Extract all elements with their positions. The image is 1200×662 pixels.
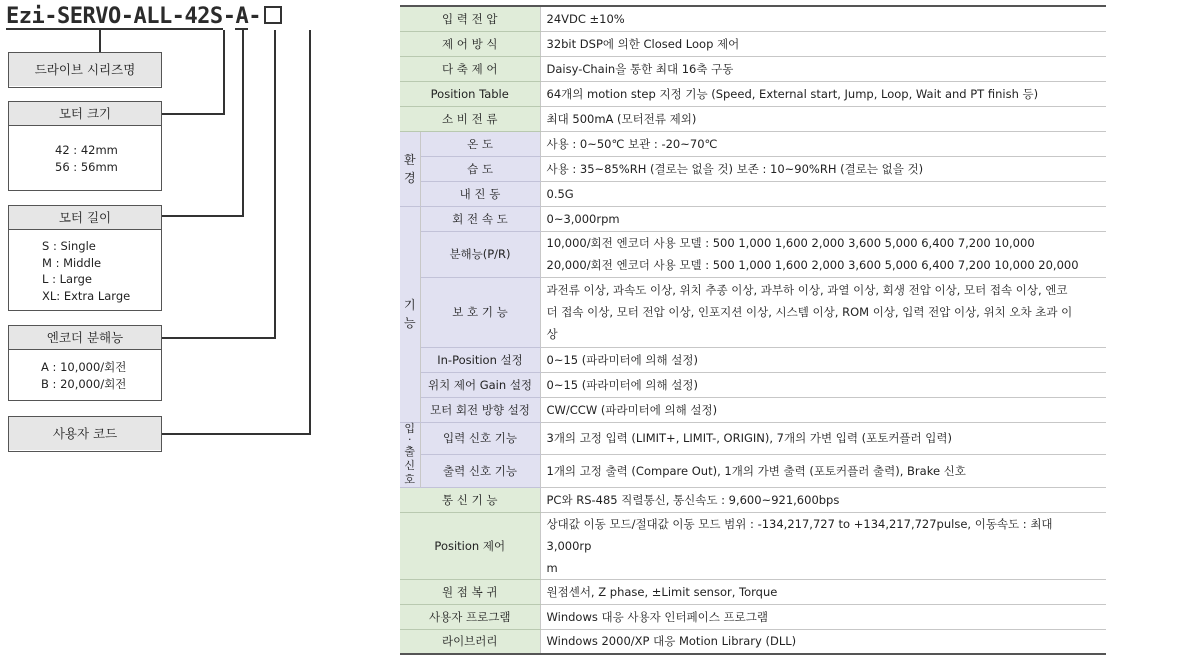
table-row bbox=[400, 422, 1106, 455]
spec-value: 0~15 (파라미터에 의해 설정) bbox=[540, 372, 1106, 397]
legend-drive-series bbox=[8, 52, 162, 88]
legend-item: B : 20,000/회전 bbox=[41, 376, 127, 391]
table-row bbox=[400, 487, 1106, 512]
connector-line bbox=[160, 215, 244, 217]
spec-value: CW/CCW (파라미터에 의해 설정) bbox=[540, 397, 1106, 422]
spec-label: 온 도 bbox=[420, 131, 540, 156]
spec-label: 입 력 전 압 bbox=[400, 6, 540, 31]
legend-title: 엔코더 분해능 bbox=[9, 326, 161, 350]
legend-title: 드라이브 시리즈명 bbox=[9, 53, 161, 86]
spec-value: PC와 RS-485 직렬통신, 통신속도 : 9,600~921,600bps bbox=[540, 487, 1106, 512]
spec-value: 1개의 고정 출력 (Compare Out), 1개의 가변 출력 (포토커플러 출력), Brake 신호 bbox=[540, 455, 1106, 488]
spec-value: 상대값 이동 모드/절대값 이동 모드 범위 : -134,217,727 to +134,217,727pulse, 이동속도 : 최대 3,000rp m bbox=[540, 512, 1106, 579]
spec-value: 최대 500mA (모터전류 제외) bbox=[540, 106, 1106, 131]
spec-value: 64개의 motion step 지정 기능 (Speed, External start, Jump, Loop, Wait and PT finish 등) bbox=[540, 81, 1106, 106]
spec-label: 습 도 bbox=[420, 156, 540, 181]
spec-label: 다 축 제 어 bbox=[400, 56, 540, 81]
group-label-io-signal: 입 · 출 신 호 bbox=[400, 422, 420, 487]
legend-title: 모터 크기 bbox=[9, 102, 161, 126]
table-row bbox=[400, 206, 1106, 231]
spec-value: 과전류 이상, 과속도 이상, 위치 추종 이상, 과부하 이상, 과열 이상, 회생 전압 이상, 모터 접속 이상, 엔코 더 접속 이상, 모터 전압 이상, 인포지션 이상, 시스템 이상, ROM 이상, 입력 전압 이상, 위치 오차 초과 이 상 bbox=[540, 277, 1106, 347]
spec-value: 32bit DSP에 의한 Closed Loop 제어 bbox=[540, 31, 1106, 56]
model-prefix: Ezi-SERVO-ALL- bbox=[6, 4, 185, 29]
table-row bbox=[400, 604, 1106, 629]
user-code-placeholder-box bbox=[264, 6, 282, 24]
table-row bbox=[400, 81, 1106, 106]
spec-table bbox=[400, 5, 1106, 655]
table-row bbox=[400, 277, 1106, 347]
legend-item: 56 : 56mm bbox=[55, 159, 118, 174]
connector-line bbox=[242, 30, 244, 217]
spec-label: 라이브러리 bbox=[400, 629, 540, 654]
connector-line bbox=[99, 30, 101, 52]
spec-value: Daisy-Chain을 통한 최대 16축 구동 bbox=[540, 56, 1106, 81]
table-row bbox=[400, 56, 1106, 81]
spec-label: 소 비 전 류 bbox=[400, 106, 540, 131]
legend-user-code bbox=[8, 416, 162, 452]
spec-value: Windows 대응 사용자 인터페이스 프로그램 bbox=[540, 604, 1106, 629]
legend-item: XL: Extra Large bbox=[42, 288, 131, 303]
spec-label: 통 신 기 능 bbox=[400, 487, 540, 512]
connector-line bbox=[160, 433, 311, 435]
spec-value: 0~15 (파라미터에 의해 설정) bbox=[540, 347, 1106, 372]
legend-title: 모터 길이 bbox=[9, 206, 161, 230]
model-code-title bbox=[6, 4, 282, 30]
spec-label: Position 제어 bbox=[400, 512, 540, 579]
connector-line bbox=[223, 30, 225, 115]
spec-label: 출력 신호 기능 bbox=[420, 455, 540, 488]
spec-value: 사용 : 0~50℃ 보관 : -20~70℃ bbox=[540, 131, 1106, 156]
table-row bbox=[400, 629, 1106, 654]
legend-title: 사용자 코드 bbox=[9, 417, 161, 450]
legend-item: A : 10,000/회전 bbox=[41, 360, 127, 374]
spec-value: Windows 2000/XP 대응 Motion Library (DLL) bbox=[540, 629, 1106, 654]
legend-item: L : Large bbox=[42, 272, 92, 286]
table-row bbox=[400, 347, 1106, 372]
legend-encoder-resolution bbox=[8, 325, 162, 401]
spec-label: 내 진 동 bbox=[420, 181, 540, 206]
spec-value: 0.5G bbox=[540, 181, 1106, 206]
spec-value: 사용 : 35~85%RH (결로는 없을 것) 보존 : 10~90%RH (결로는 없을 것) bbox=[540, 156, 1106, 181]
spec-label: 회 전 속 도 bbox=[420, 206, 540, 231]
table-row bbox=[400, 106, 1106, 131]
spec-value: 0~3,000rpm bbox=[540, 206, 1106, 231]
spec-label: In-Position 설정 bbox=[420, 347, 540, 372]
spec-label: 제 어 방 식 bbox=[400, 31, 540, 56]
table-row bbox=[400, 156, 1106, 181]
group-label-function: 기 능 bbox=[400, 206, 420, 422]
connector-line bbox=[160, 337, 276, 339]
group-label-environment: 환 경 bbox=[400, 131, 420, 206]
table-row bbox=[400, 455, 1106, 488]
spec-value: 24VDC ±10% bbox=[540, 6, 1106, 31]
table-row bbox=[400, 397, 1106, 422]
spec-value: 원점센서, Z phase, ±Limit sensor, Torque bbox=[540, 579, 1106, 604]
model-separator: - bbox=[222, 4, 236, 29]
connector-line bbox=[309, 30, 311, 435]
table-row bbox=[400, 6, 1106, 31]
legend-item: M : Middle bbox=[42, 255, 102, 270]
connector-line bbox=[274, 30, 276, 339]
table-row bbox=[400, 31, 1106, 56]
connector-line bbox=[160, 113, 225, 115]
legend-item: S : Single bbox=[42, 239, 96, 253]
spec-label: 분해능(P/R) bbox=[420, 231, 540, 277]
table-row bbox=[400, 231, 1106, 277]
spec-label: 입력 신호 기능 bbox=[420, 422, 540, 455]
model-motor-size-code: 42S bbox=[184, 4, 223, 29]
spec-label: 보 호 기 능 bbox=[420, 277, 540, 347]
table-row bbox=[400, 372, 1106, 397]
model-encoder-code: A bbox=[235, 4, 249, 29]
table-row bbox=[400, 512, 1106, 579]
spec-label: 원 점 복 귀 bbox=[400, 579, 540, 604]
spec-label: 모터 회전 방향 설정 bbox=[420, 397, 540, 422]
table-row bbox=[400, 579, 1106, 604]
spec-label: 위치 제어 Gain 설정 bbox=[420, 372, 540, 397]
table-row bbox=[400, 181, 1106, 206]
spec-label: 사용자 프로그램 bbox=[400, 604, 540, 629]
legend-motor-length bbox=[8, 205, 162, 311]
model-separator: - bbox=[248, 4, 261, 29]
spec-value: 10,000/회전 엔코더 사용 모델 : 500 1,000 1,600 2,000 3,600 5,000 6,400 7,200 10,000 20,000/회전 엔코더 사용 모델 : 500 1,000 1,600 2,000 3,600 5,000 6,400 7,200 10,000 20,000 bbox=[540, 231, 1106, 277]
legend-motor-size bbox=[8, 101, 162, 191]
spec-label: Position Table bbox=[400, 81, 540, 106]
table-row bbox=[400, 131, 1106, 156]
spec-value: 3개의 고정 입력 (LIMIT+, LIMIT-, ORIGIN), 7개의 가변 입력 (포토커플러 입력) bbox=[540, 422, 1106, 455]
legend-item: 42 : 42mm bbox=[55, 143, 118, 157]
